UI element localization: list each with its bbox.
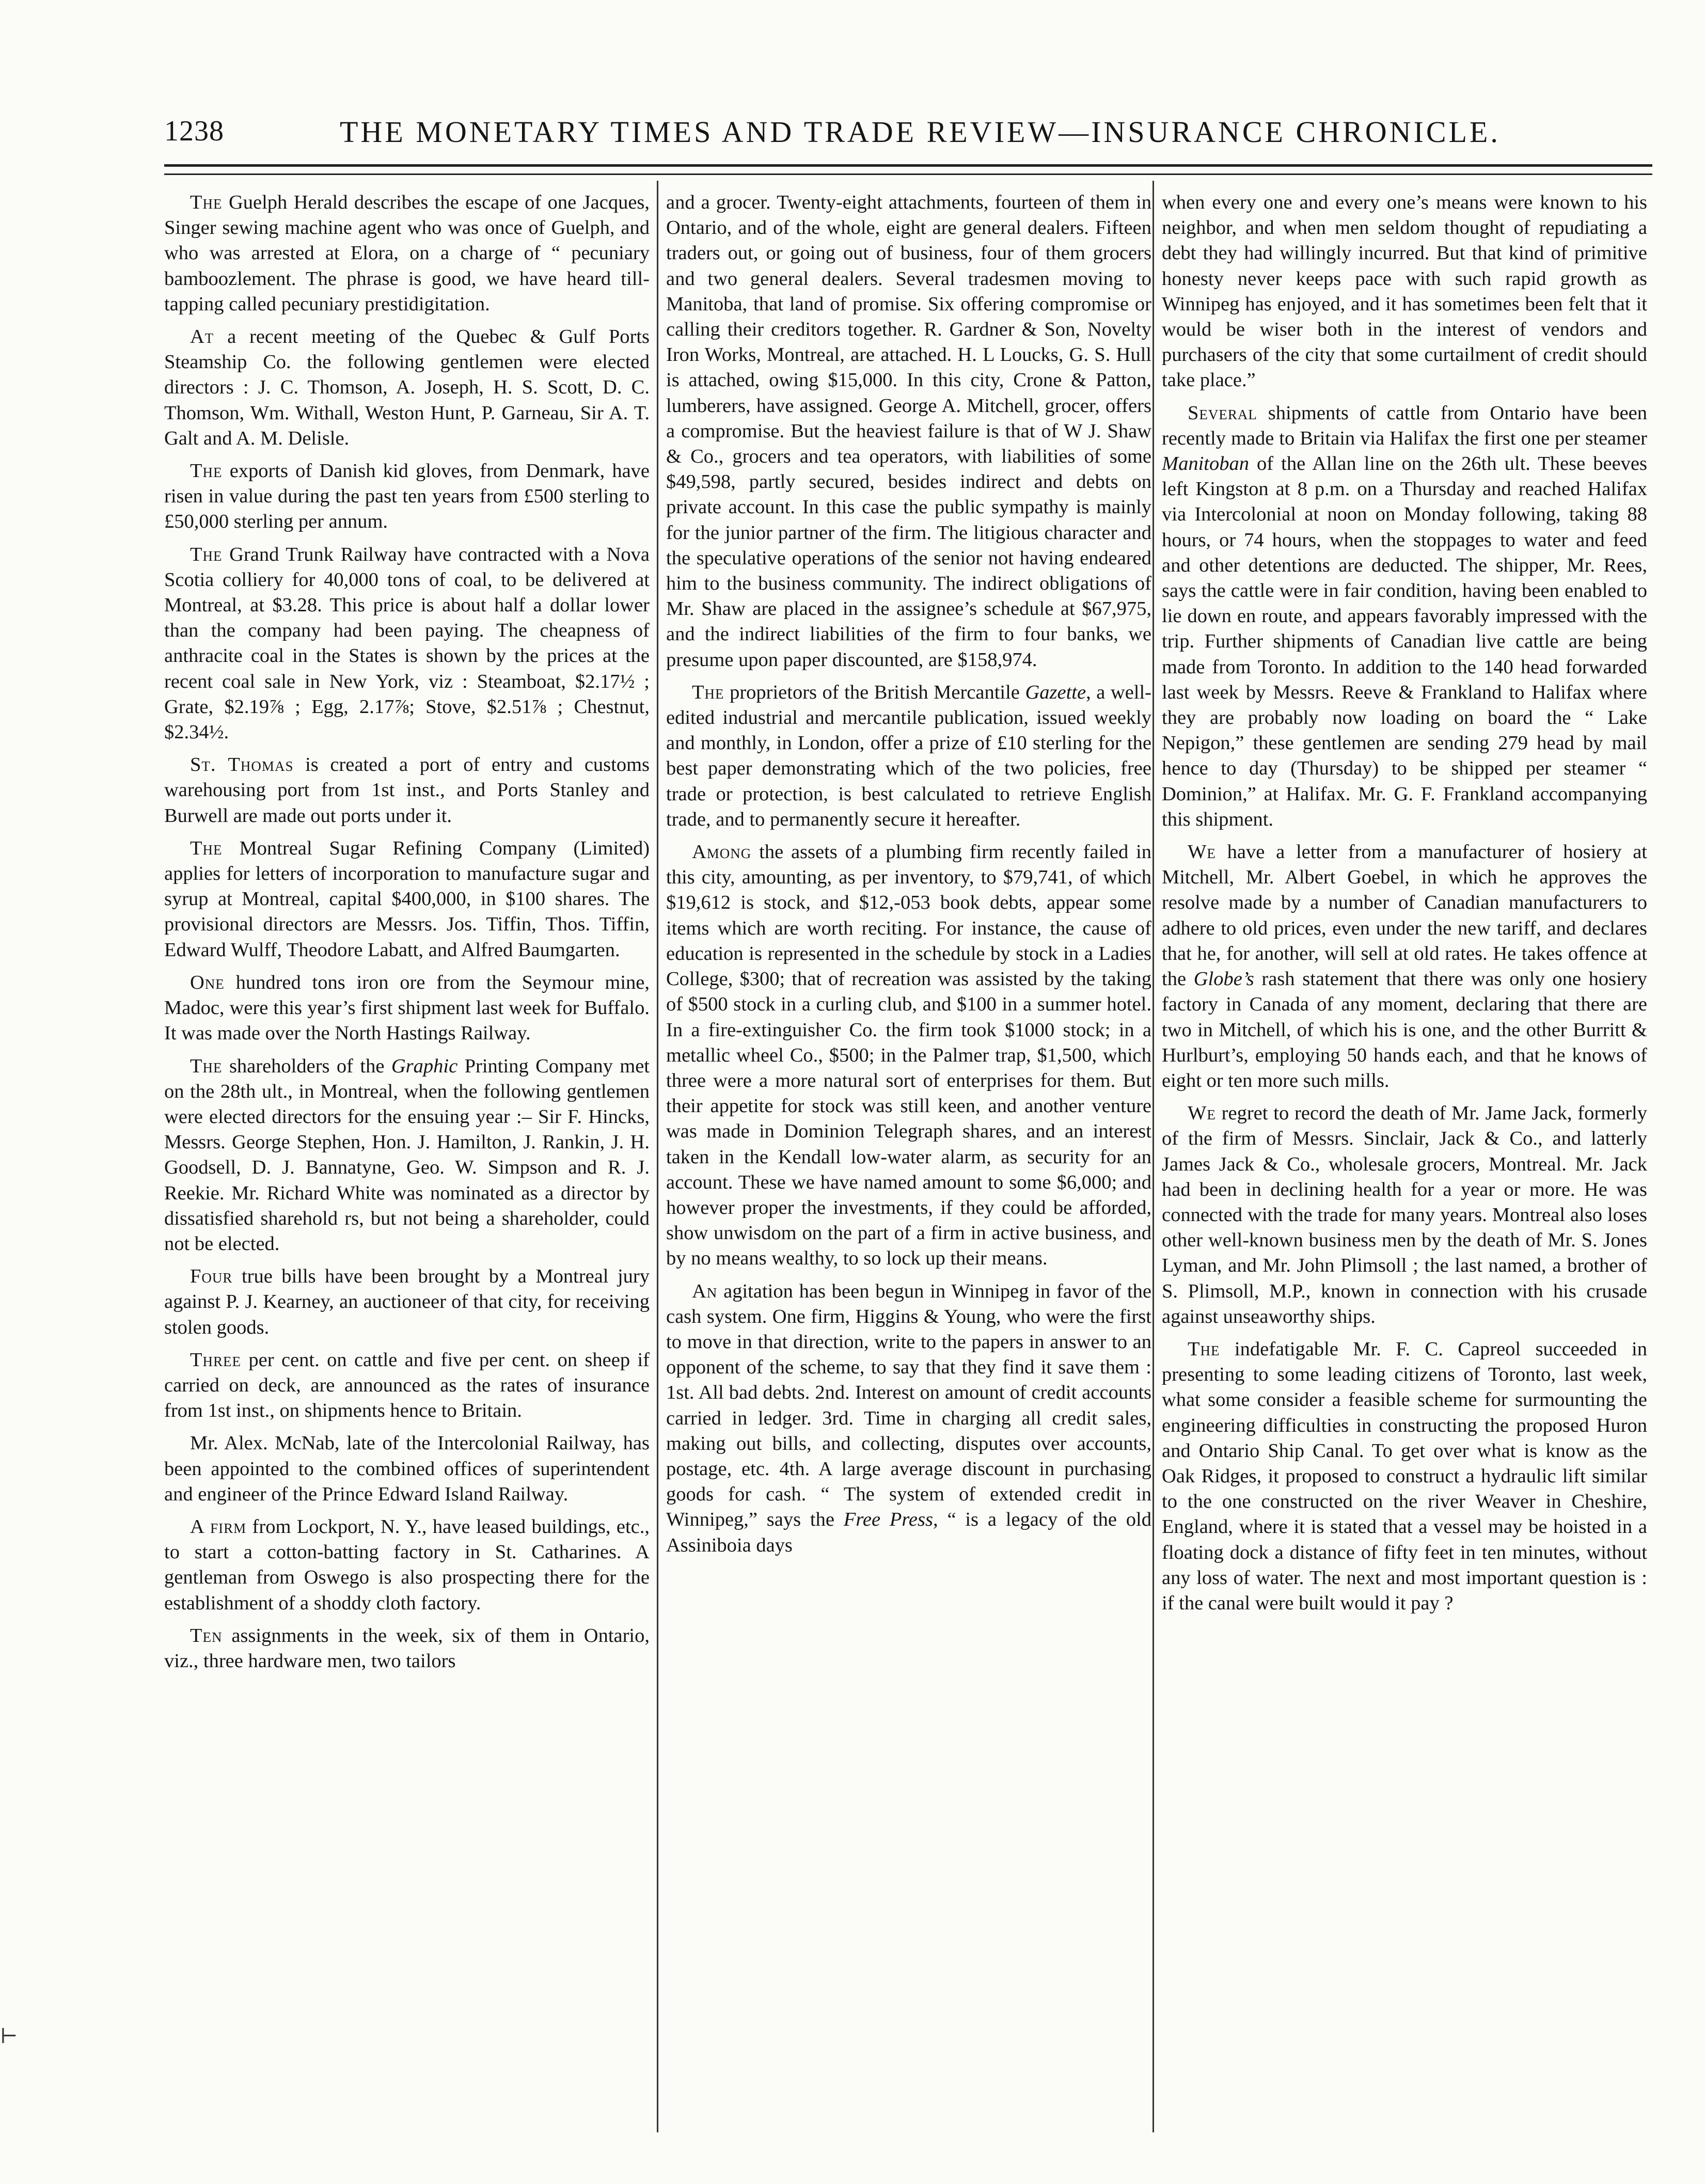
article-paragraph: [1162, 1337, 1647, 1616]
column-divider-1: [657, 181, 658, 2132]
paragraph-text: indefatigable Mr. F. C. Capreol succeeded in presenting to some leading citizens of Toronto, last week, what some consider a feasible scheme for surmounting the engineering difficulties in constructing the proposed Huron and Ontario Ship Canal. To get over what is know as the Oak Ridges, it proposed to construct a hydraulic lift similar to the one constructed on the river Weaver in Cheshire, England, where it is stated that a vessel may be hoisted in a floating dock a distance of fifty feet in ten minutes, without any loss of water. The next and most important question is : if the canal were built would it pay ?: [1162, 1338, 1647, 1614]
paragraph-text-continued: , “ is a legacy of the old Assiniboia days: [666, 1509, 1151, 1556]
paragraph-lead: The: [190, 460, 223, 482]
paragraph-lead: Several: [1188, 402, 1257, 424]
article-paragraph: [164, 1348, 650, 1424]
paragraph-text-continued: rash statement that there was only one hosiery factory in Canada of any moment, declaring that there are two in Mitchell, of which his is one, and the other Burritt & Hurlburt’s, employing 50 hands each, and that he knows of eight or ten more such mills.: [1162, 968, 1647, 1091]
article-paragraph: [164, 1431, 650, 1507]
paragraph-lead: The: [1188, 1338, 1220, 1360]
article-paragraph: [164, 1623, 650, 1674]
italic-title: Gazette: [1025, 681, 1086, 703]
paragraph-text: from Lockport, N. Y., have leased buildings, etc., to start a cotton-batting factory in St. Catharines. A gentleman from Oswego is also prospecting there for the establishment of a shoddy cloth factory.: [164, 1515, 650, 1614]
article-paragraph: [164, 970, 650, 1047]
article-paragraph: [164, 836, 650, 963]
paragraph-text: true bills have been brought by a Montreal jury against P. J. Kearney, an auctioneer of that city, for receiving stolen goods.: [164, 1265, 650, 1338]
page-number: 1238: [164, 115, 224, 147]
article-paragraph: [1162, 401, 1647, 832]
article-paragraph: [164, 1264, 650, 1340]
margin-mark: ⊢: [0, 2024, 18, 2048]
article-paragraph: [164, 324, 650, 451]
paragraph-lead: Four: [190, 1265, 233, 1288]
article-paragraph: [164, 190, 650, 317]
article-paragraph: [1162, 190, 1647, 393]
paragraph-text: shareholders of the: [229, 1055, 391, 1077]
paragraph-lead: The: [692, 681, 724, 703]
article-paragraph: [1162, 1101, 1647, 1330]
paragraph-text: agitation has been begun in Winnipeg in favor of the cash system. One firm, Higgins & Young, who were the first to move in that direction, write to the papers in answer to an opponent of the scheme, to say that they find it save them : 1st. All bad debts. 2nd. Interest on amount of credit accounts carried in ledger. 3rd. Time in charging all credit sales, making out bills, and collecting, disputes over accounts, postage, etc. 4th. A large average discount in purchasing goods for cash. “ The system of extended credit in Winnipeg,” says the: [666, 1280, 1151, 1531]
paragraph-lead: The: [190, 1055, 223, 1077]
article-paragraph: [164, 458, 650, 535]
paragraph-lead: The: [190, 192, 223, 213]
paragraph-lead: Three: [190, 1349, 242, 1371]
paragraph-text: shipments of cattle from Ontario have been recently made to Britain via Halifax the first one per steamer: [1162, 402, 1647, 449]
italic-title: Graphic: [391, 1055, 458, 1077]
paragraph-text: hundred tons iron ore from the Seymour mine, Madoc, were this year’s first shipment last week for Buffalo. It was made over the North Hastings Railway.: [164, 971, 650, 1044]
article-paragraph: [1162, 840, 1647, 1094]
paragraph-text: a recent meeting of the Quebec & Gulf Ports Steamship Co. the following gentlemen were elected directors : J. C. Thomson, A. Joseph, H. S. Scott, D. C. Thomson, Wm. Withall, Weston Hunt, P. Garneau, Sir A. T. Galt and A. M. Delisle.: [164, 326, 650, 449]
paragraph-text: is created a port of entry and customs warehousing port from 1st inst., and Ports Stanley and Burwell are made out ports under it.: [164, 754, 650, 827]
article-paragraph: [666, 840, 1151, 1271]
paragraph-text-continued: of the Allan line on the 26th ult. These beeves left Kingston at 8 p.m. on a Thursday and reached Halifax via Intercolonial at noon on Monday following, taking 88 hours, or 74 hours, when the stoppages to water and feed and other detentions are deducted. The shipper, Mr. Rees, says the cattle were in fair condition, having been enabled to lie down en route, and appears favorably impressed with the trip. Further shipments of Canadian live cattle are being made from Toronto. In addition to the 140 head forwarded last week by Messrs. Reeve & Frankland to Halifax where they are probably now loading on board the “ Lake Nepigon,” these gentlemen are sending 279 head by mail hence to day (Thursday) to be shipped per steamer “ Dominion,” at Halifax. Mr. G. F. Frankland accompanying this shipment.: [1162, 453, 1647, 830]
column-1: [164, 190, 650, 2121]
article-paragraph: [164, 542, 650, 746]
paragraph-text: assignments in the week, six of them in Ontario, viz., three hardware men, two tailors: [164, 1624, 650, 1672]
paragraph-lead: We: [1188, 841, 1216, 863]
paragraph-text: have a letter from a manufacturer of hosiery at Mitchell, Mr. Albert Goebel, in which he approves the resolve made by a number of Canadian manufacturers to adhere to old prices, even under the new tariff, and declares that he, for another, will sell at old rates. He takes offence at the: [1162, 841, 1647, 990]
paragraph-text: regret to record the death of Mr. Jame Jack, formerly of the firm of Messrs. Sinclair, Jack & Co., and latterly James Jack & Co., wholesale grocers, Montreal. Mr. Jack had been in declining health for a year or more. He was connected with the trade for many years. Montreal also loses other well-known business men by the death of Mr. S. Jones Lyman, and Mr. John Plimsoll ; the last named, a brother of S. Plimsoll, M.P., known in connection with his crusade against unseaworthy ships.: [1162, 1102, 1647, 1327]
masthead-title: THE MONETARY TIMES AND TRADE REVIEW—INSURANCE CHRONICLE.: [340, 115, 1501, 149]
paragraph-text: Guelph Herald describes the escape of one Jacques, Singer sewing machine agent who was once of Guelph, and who was arrested at Elora, on a charge of “ pecuniary bamboozlement. The phrase is good, we have heard till-tapping called pecuniary prestidigitation.: [164, 192, 650, 315]
paragraph-lead: An: [692, 1280, 718, 1302]
paragraph-lead: Ten: [190, 1624, 223, 1647]
paragraph-lead: At: [190, 326, 214, 348]
paragraph-text: Montreal Sugar Refining Company (Limited) applies for letters of incorporation to manufacture sugar and syrup at Montreal, capital $400,000, in $100 shares. The provisional directors are Messrs. Jos. Tiffin, Thos. Tiffin, Edward Wulff, Theodore Labatt, and Alfred Baumgarten.: [164, 837, 650, 961]
paragraph-lead: A firm: [190, 1515, 247, 1538]
paragraph-text-continued: , a well-edited industrial and mercantile publication, issued weekly and monthly, in London, offer a prize of £10 sterling for the best paper demonstrating which of the two policies, free trade or protection, is best calculated to retrieve English trade, and to permanently secure it hereafter.: [666, 681, 1151, 830]
paragraph-lead: Among: [692, 841, 752, 863]
paragraph-text-continued: Printing Company met on the 28th ult., in Montreal, when the following gentlemen were elected directors for the ensuing year :– Sir F. Hincks, Messrs. George Stephen, Hon. J. Hamilton, J. Rankin, J. H. Goodsell, D. J. Bannatyne, Geo. W. Simpson and R. J. Reekie. Mr. Richard White was nominated as a director by dissatisfied sharehold rs, but not being a shareholder, could not be elected.: [164, 1055, 650, 1255]
paragraph-lead: St. Thomas: [190, 754, 294, 776]
paragraph-lead: One: [190, 971, 225, 993]
column-3: [1162, 190, 1647, 2121]
italic-title: Free Press: [843, 1509, 933, 1531]
paragraph-lead: We: [1188, 1102, 1216, 1125]
header-rule-top: [164, 164, 1652, 167]
paragraph-lead: The: [190, 543, 223, 565]
paragraph-text: and a grocer. Twenty-eight attachments, fourteen of them in Ontario, and of the whole, eight are general dealers. Fifteen traders out, or going out of business, four of them grocers and two general dealers. Several tradesmen moving to Manitoba, that land of promise. Six offering compromise or calling their creditors together. R. Gardner & Son, Novelty Iron Works, Montreal, are attached. H. L Loucks, G. S. Hull is attached, owing $15,000. In this city, Crone & Patton, lumberers, have assigned. George A. Mitchell, grocer, offers a compromise. But the heaviest failure is that of W J. Shaw & Co., grocers and tea operators, with liabilities of some $49,598, partly secured, besides indirect and debts on private account. In this case the public sympathy is mainly for the junior partner of the firm. The litigious character and the speculative operations of the senior not having endeared him to the business community. The indirect obligations of Mr. Shaw are placed in the assignee’s schedule at $67,975, and the indirect liabilities of the firm to four banks, we presume upon paper discounted, are $158,974.: [666, 192, 1151, 671]
paragraph-lead: The: [190, 837, 223, 859]
paragraph-text: Mr. Alex. McNab, late of the Intercolonial Railway, has been appointed to the combined offices of superintendent and engineer of the Prince Edward Island Railway.: [164, 1432, 650, 1505]
paragraph-text: exports of Danish kid gloves, from Denmark, have risen in value during the past ten years from £500 sterling to £50,000 sterling per annum.: [164, 460, 650, 533]
paragraph-text: proprietors of the British Mercantile: [730, 681, 1025, 703]
page-header: [164, 115, 1502, 166]
article-paragraph: [164, 752, 650, 829]
paragraph-text: when every one and every one’s means were known to his neighbor, and when men seldom thought of repudiating a debt they had willingly incurred. But that kind of primitive honesty never keeps pace with such rapid growth as Winnipeg has enjoyed, and it has sometimes been felt that it would be wiser both in the interest of vendors and purchasers of the city that some curtailment of credit should take place.”: [1162, 192, 1647, 391]
paragraph-text: the assets of a plumbing firm recently failed in this city, amounting, as per inventory, to $79,741, of which $19,612 is stock, and $12,-053 book debts, appear some items which are worth reciting. For instance, the cause of education is represented in the schedule by stock in a Ladies College, $300; that of recreation was assisted by the taking of $500 stock in a curling club, and $100 in a summer hotel. In a fire-extinguisher Co. the firm took $1000 stock; in a metallic wheel Co., $500; in the Palmer trap, $1,500, which three were a more natural sort of enterprises for them. But their appetite for stock was still keen, and another venture was made in Dominion Telegraph shares, and an interest taken in the Kendall low-water alarm, as security for an account. These we have named amount to some $6,000; and however proper the investments, if they could be afforded, show unwisdom on the part of a firm in active business, and by no means wealthy, to so lock up their means.: [666, 841, 1151, 1270]
paragraph-text: per cent. on cattle and five per cent. on sheep if carried on deck, are announced as the rates of insurance from 1st inst., on shipments hence to Britain.: [164, 1349, 650, 1422]
italic-title: Manitoban: [1162, 453, 1249, 475]
article-paragraph: [164, 1514, 650, 1616]
column-divider-2: [1153, 181, 1154, 2132]
article-paragraph: [164, 1054, 650, 1257]
article-paragraph: [666, 190, 1151, 673]
article-paragraph: [666, 680, 1151, 832]
header-rule-bottom: [164, 173, 1652, 175]
article-paragraph: [666, 1279, 1151, 1558]
column-2: [666, 190, 1151, 2121]
paragraph-text: Grand Trunk Railway have contracted with a Nova Scotia colliery for 40,000 tons of coal, to be delivered at Montreal, at $3.28. This price is about half a dollar lower than the company had been paying. The cheapness of anthracite coal in the States is shown by the prices at the recent coal sale in New York, viz : Steamboat, $2.17½ ; Grate, $2.19⅞ ; Egg, 2.17⅞; Stove, $2.51⅞ ; Chestnut, $2.34½.: [164, 543, 650, 743]
italic-title: Globe’s: [1193, 968, 1254, 990]
